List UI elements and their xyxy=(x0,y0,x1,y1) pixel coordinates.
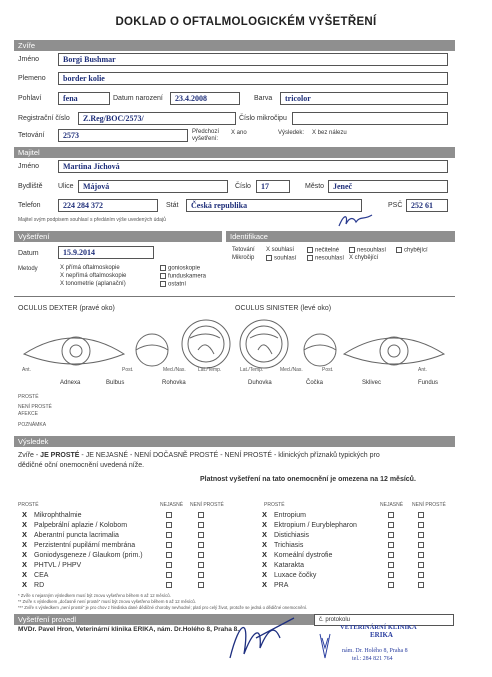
not-free-checkbox[interactable] xyxy=(418,532,426,539)
disease-row xyxy=(262,550,332,559)
free-check-mark: X xyxy=(22,570,28,579)
city-value: Jeneč xyxy=(333,182,353,191)
free-check-mark: X xyxy=(262,520,268,529)
chip-field[interactable] xyxy=(292,112,448,125)
free-check-mark: X xyxy=(22,530,28,539)
disease-name: PRA xyxy=(274,582,289,589)
disease-row xyxy=(22,560,81,569)
unclear-checkbox[interactable] xyxy=(166,512,174,519)
owner-consent: Majitel svým podpisem souhlasí s předáním výše uvedených údajů xyxy=(18,217,166,223)
dob-field[interactable] xyxy=(170,92,240,105)
protocol-label: č. protokolu xyxy=(319,617,351,623)
section-owner: Majitel xyxy=(14,147,455,158)
disease-row xyxy=(22,530,119,539)
residence-label: Bydliště xyxy=(18,183,43,190)
unclear-checkbox[interactable] xyxy=(388,572,396,579)
disease-row xyxy=(262,570,316,579)
method-funduscamera[interactable]: funduskamera xyxy=(160,273,206,280)
reg-label: Registrační číslo xyxy=(18,115,70,122)
result-value: X bez nálezu xyxy=(312,130,347,136)
free-label: PROSTÉ xyxy=(18,394,39,400)
affected-label: AFEKCE xyxy=(18,411,39,417)
color-label: Barva xyxy=(254,95,273,102)
breed-field[interactable] xyxy=(58,72,448,85)
disease-name: Palpebrální aplazie / Kolobom xyxy=(34,522,128,529)
method-2: X nepřímá oftalmoskopie xyxy=(60,273,127,279)
part-bulbus: Bulbus xyxy=(106,380,125,386)
not-free-checkbox[interactable] xyxy=(418,542,426,549)
method-other[interactable]: ostatní xyxy=(160,281,186,288)
unclear-checkbox[interactable] xyxy=(166,572,174,579)
disease-name: Trichiasis xyxy=(274,542,304,549)
disease-name: Goniodysgeneze / Glaukom (prim.) xyxy=(34,552,143,559)
disease-row xyxy=(262,560,304,569)
phone-field[interactable] xyxy=(58,199,158,212)
disease-name: RD xyxy=(34,582,45,589)
od-label-post: Post. xyxy=(122,367,134,373)
not-free-checkbox[interactable] xyxy=(198,552,206,559)
free-check-mark: X xyxy=(262,540,268,549)
free-check-mark: X xyxy=(22,560,28,569)
not-free-checkbox[interactable] xyxy=(418,552,426,559)
method-3: X tonometrie (aplanační) xyxy=(60,281,126,287)
methods-label: Metody xyxy=(18,266,38,272)
col-notfree-right: NENÍ PROSTÉ xyxy=(412,502,446,508)
not-free-checkbox[interactable] xyxy=(198,572,206,579)
disease-row xyxy=(22,550,143,559)
disease-row xyxy=(22,510,81,519)
unclear-checkbox[interactable] xyxy=(388,542,396,549)
free-check-mark: X xyxy=(262,580,268,589)
free-check-mark: X xyxy=(22,550,28,559)
state-value: Česká republika xyxy=(191,201,248,210)
section-identification: Identifikace xyxy=(226,231,455,242)
result-free-highlight: JE PROSTÉ xyxy=(40,452,80,459)
od-label-lat: Lat./Temp. xyxy=(198,367,222,373)
validity-note: Platnost vyšetření na tato onemocnění je omezena na 12 měsíců. xyxy=(200,476,416,483)
ident-chip-label: Mikročip xyxy=(232,255,255,261)
disease-name: Luxace čočky xyxy=(274,572,317,579)
not-free-checkbox[interactable] xyxy=(198,542,206,549)
stamp-line-4: tel.: 284 821 764 xyxy=(352,656,393,662)
color-field[interactable] xyxy=(280,92,448,105)
not-free-checkbox[interactable] xyxy=(198,562,206,569)
os-label: OCULUS SINISTER (levé oko) xyxy=(235,305,332,312)
vet-info: MVDr. Pavel Hron, Veterinární klinika ERIKA, nám. Dr.Holého 8, Praha 8. xyxy=(18,626,240,633)
street-value: Májová xyxy=(83,182,110,191)
ident-tattoo-label: Tetování xyxy=(232,247,255,253)
disease-name: Ektropium / Euryblepharon xyxy=(274,522,357,529)
free-check-mark: X xyxy=(22,580,28,589)
disease-name: Mikrophthalmie xyxy=(34,512,82,519)
stamp-line-1: VETERINÁRNÍ KLINIKA xyxy=(340,624,417,631)
col-free-left: PROSTÉ xyxy=(18,502,39,508)
unclear-checkbox[interactable] xyxy=(166,562,174,569)
disease-name: Distichiasis xyxy=(274,532,310,539)
part-lens: Čočka xyxy=(306,380,324,386)
breed-value: border kolie xyxy=(63,74,105,83)
footnote-1: * Zvíře s nejasným výsledkem musí být znovu vyšetřeno během 6 až 12 měsíců. xyxy=(18,593,171,598)
not-free-checkbox[interactable] xyxy=(418,562,426,569)
result-label: Výsledek: xyxy=(278,130,305,136)
disease-name: Entropium xyxy=(274,512,306,519)
method-gonioscopy[interactable]: gonioskopie xyxy=(160,265,200,272)
street-label: Ulice xyxy=(58,183,74,190)
disease-row xyxy=(22,570,48,579)
ident-chip-missing: X chybějící xyxy=(349,255,379,261)
psc-value: 252 61 xyxy=(411,201,433,210)
part-vitreous: Sklivec xyxy=(362,380,382,386)
disease-name: Aberantní puncta lacrimalia xyxy=(34,532,119,539)
stamp-line-2: ERIKA xyxy=(370,631,393,639)
ident-tattoo-mismatch[interactable]: nesouhlasí xyxy=(349,247,386,254)
os-label-med: Med./Nas. xyxy=(280,367,303,373)
free-check-mark: X xyxy=(262,570,268,579)
col-notfree-left: NENÍ PROSTÉ xyxy=(190,502,224,508)
phone-value: 224 284 372 xyxy=(63,201,103,210)
disease-row xyxy=(262,530,309,539)
free-check-mark: X xyxy=(262,530,268,539)
col-unclear-left: NEJASNÉ xyxy=(160,502,184,508)
disease-name: PHTVL / PHPV xyxy=(34,562,82,569)
chip-label: Číslo mikročipu xyxy=(239,115,287,122)
reg-field[interactable] xyxy=(78,112,236,125)
disease-row xyxy=(262,520,357,529)
disease-row xyxy=(262,580,288,589)
not-free-checkbox[interactable] xyxy=(198,512,206,519)
animal-name-value: Borgi Bushmar xyxy=(63,55,116,64)
exam-date-label: Datum xyxy=(18,250,39,257)
disease-name: Perzistentní pupilární membrána xyxy=(34,542,136,549)
section-animal: Zvíře xyxy=(14,40,455,51)
ident-chip-mismatch[interactable]: nesouhlasí xyxy=(307,255,344,262)
col-unclear-right: NEJASNÉ xyxy=(380,502,404,508)
section-results: Výsledek xyxy=(14,436,455,447)
owner-name-label: Jméno xyxy=(18,163,40,170)
phone-label: Telefon xyxy=(18,202,41,209)
eye-diagrams xyxy=(14,314,455,374)
vet-signature xyxy=(220,608,300,668)
part-iris: Duhovka xyxy=(248,380,272,386)
tattoo-field[interactable] xyxy=(58,129,188,142)
prev-exam-value: X ano xyxy=(231,130,247,136)
unclear-checkbox[interactable] xyxy=(388,522,396,529)
animal-name-label: Jméno xyxy=(18,56,40,63)
disease-row xyxy=(22,520,127,529)
number-value: 17 xyxy=(261,182,269,191)
unclear-checkbox[interactable] xyxy=(388,512,396,519)
note-label: POZNÁMKA xyxy=(18,422,47,428)
not-free-checkbox[interactable] xyxy=(198,522,206,529)
free-check-mark: X xyxy=(262,560,268,569)
state-label: Stát xyxy=(166,202,179,209)
part-cornea: Rohovka xyxy=(162,380,186,386)
free-check-mark: X xyxy=(22,520,28,529)
not-free-checkbox[interactable] xyxy=(418,522,426,529)
owner-name-value: Martina Jíchová xyxy=(63,162,120,171)
disease-name: CEA xyxy=(34,572,49,579)
unclear-checkbox[interactable] xyxy=(166,532,174,539)
dob-label: Datum narození xyxy=(113,95,163,102)
part-adnexa: Adnexa xyxy=(60,380,81,386)
ident-tattoo-missing[interactable]: chybějící xyxy=(396,247,428,254)
footnote-3: *** Zvíře s výsledkem „není prosté“ je pro chov z hlediska dané dědičné choroby nevhodné; platí pro celý život, protože se jedná o dědičné onemocnění. xyxy=(18,605,308,610)
od-label-med: Med./Nas. xyxy=(163,367,186,373)
disease-name: Katarakta xyxy=(274,562,304,569)
page-title: DOKLAD O OFTALMOLOGICKÉM VYŠETŘENÍ xyxy=(115,16,377,28)
free-check-mark: X xyxy=(262,510,268,519)
dob-value: 23.4.2008 xyxy=(175,94,207,103)
unclear-checkbox[interactable] xyxy=(388,552,396,559)
unclear-checkbox[interactable] xyxy=(166,552,174,559)
owner-name-field[interactable] xyxy=(58,160,448,173)
section-exam: Vyšetření xyxy=(14,231,222,242)
disease-name: Korneální dystrofie xyxy=(274,552,333,559)
free-check-mark: X xyxy=(22,540,28,549)
owner-signature xyxy=(336,210,376,230)
sex-field[interactable] xyxy=(58,92,110,105)
free-check-mark: X xyxy=(22,510,28,519)
unclear-checkbox[interactable] xyxy=(388,562,396,569)
exam-date-value: 15.9.2014 xyxy=(63,248,95,257)
not-free-label: NENÍ PROSTÉ xyxy=(18,404,52,410)
not-free-checkbox[interactable] xyxy=(198,582,206,589)
os-label-post: Post. xyxy=(322,367,334,373)
stamp-logo-icon xyxy=(318,628,332,662)
street-field[interactable] xyxy=(78,180,228,193)
method-1: X přímá oftalmoskopie xyxy=(60,265,120,271)
unclear-checkbox[interactable] xyxy=(166,542,174,549)
breed-label: Plemeno xyxy=(18,75,46,82)
not-free-checkbox[interactable] xyxy=(418,582,426,589)
disease-row xyxy=(262,510,306,519)
animal-name-field[interactable] xyxy=(58,53,448,66)
sex-value: fena xyxy=(63,94,78,103)
unclear-checkbox[interactable] xyxy=(388,582,396,589)
reg-value: Z.Reg/BOC/2573/ xyxy=(83,114,144,123)
ident-chip-match[interactable]: souhlasí xyxy=(266,255,296,262)
number-label: Číslo xyxy=(235,183,251,190)
result-line-2: dědičné oční onemocnění uvedená níže. xyxy=(18,462,145,469)
psc-field[interactable] xyxy=(406,199,448,212)
ident-tattoo-illegible[interactable]: nečitelné xyxy=(307,247,339,254)
not-free-checkbox[interactable] xyxy=(198,532,206,539)
city-field[interactable] xyxy=(328,180,448,193)
tattoo-label: Tetování xyxy=(18,132,45,139)
disease-row xyxy=(262,540,303,549)
psc-label: PSČ xyxy=(388,202,403,209)
city-label: Město xyxy=(305,183,325,190)
disease-row xyxy=(22,580,44,589)
exam-date-field[interactable] xyxy=(58,246,154,259)
number-field[interactable] xyxy=(256,180,290,193)
sex-label: Pohlaví xyxy=(18,95,42,102)
not-free-checkbox[interactable] xyxy=(418,572,426,579)
section-performed: Vyšetření provedl xyxy=(14,614,314,625)
unclear-checkbox[interactable] xyxy=(166,522,174,529)
disease-row xyxy=(22,540,135,549)
od-label-ant: Ant. xyxy=(22,367,31,373)
ident-tattoo-match: X souhlasí xyxy=(266,247,295,253)
od-label: OCULUS DEXTER (pravé oko) xyxy=(18,305,115,312)
unclear-checkbox[interactable] xyxy=(166,582,174,589)
not-free-checkbox[interactable] xyxy=(418,512,426,519)
free-check-mark: X xyxy=(262,550,268,559)
col-free-right: PROSTÉ xyxy=(264,502,285,508)
os-label-lat: Lat./Temp. xyxy=(240,367,264,373)
tattoo-value: 2573 xyxy=(63,131,79,140)
stamp-line-3: nám. Dr. Holého 8, Praha 8 xyxy=(342,648,408,654)
result-line-1: Zvíře - JE PROSTÉ - JE NEJASNÉ - NENÍ DOČASNĚ PROSTÉ - NENÍ PROSTÉ - klinických příznaků typických pro xyxy=(18,452,380,459)
part-fundus: Fundus xyxy=(418,380,439,386)
os-label-ant: Ant. xyxy=(418,367,427,373)
footnote-2: ** Zvíře s výsledkem „dočasně není prosté“ musí být znovu vyšetřeno během 6 až 12 měsíců. xyxy=(18,599,196,604)
unclear-checkbox[interactable] xyxy=(388,532,396,539)
prev-exam-label: Předchozí vyšetření: xyxy=(192,129,220,142)
color-value: tricolor xyxy=(285,94,311,103)
